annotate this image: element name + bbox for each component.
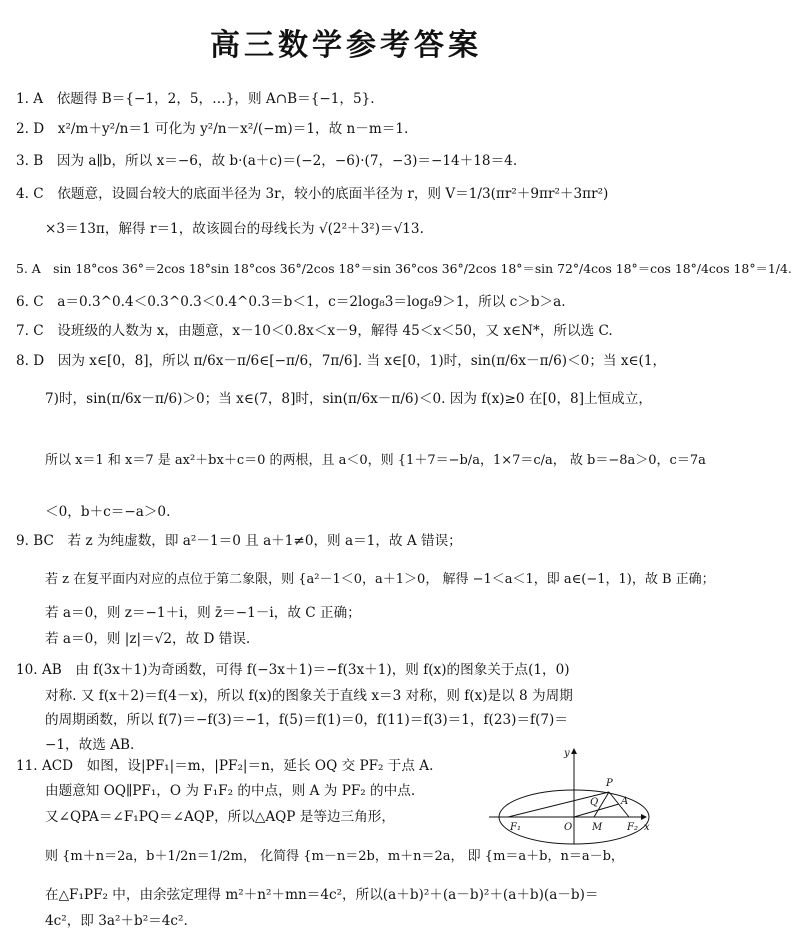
label-p: P: [606, 778, 613, 789]
label-y: y: [564, 748, 570, 759]
label-o: O: [564, 822, 573, 833]
answer-line-11: 11. ACD 如图，设|PF₁|＝m，|PF₂|＝n，延长 OQ 交 PF₂ 于点 A.: [16, 758, 434, 774]
answer-line-9-cont-1: 若 z 在复平面内对应的点位于第二象限，则 {a²－1＜0，a＋1＞0， 解得 −1＜a＜1，即 a∈(−1，1)，故 B 正确；: [45, 572, 715, 587]
answer-line-4-cont: ×3＝13π，解得 r＝1，故该圆台的母线长为 √(2²＋3²)＝√13.: [45, 221, 424, 237]
answer-line-11-cont-5: 4c²，即 3a²＋b²＝4c².: [45, 913, 188, 929]
answer-line-9: 9. BC 若 z 为纯虚数，即 a²－1＝0 且 a＋1≠0，则 a＝1，故 A 错误；: [16, 533, 462, 549]
label-m: M: [592, 822, 603, 833]
answer-line-10-cont-2: 的周期函数，所以 f(7)＝−f(3)＝−1，f(5)＝f(1)＝0，f(11)＝f(3)＝1，f(23)＝f(7)＝: [45, 712, 568, 728]
y-axis-arrow: [571, 748, 577, 754]
label-a: A: [621, 796, 629, 807]
answer-line-9-cont-2: 若 a＝0，则 z＝−1＋i，则 z̄＝−1－i，故 C 正确；: [45, 605, 361, 621]
answer-line-8-cont-3: ＜0，b＋c＝−a＞0.: [45, 504, 171, 520]
answer-line-10: 10. AB 由 f(3x＋1)为奇函数，可得 f(−3x＋1)＝−f(3x＋1)，则 f(x)的图象关于点(1，0): [16, 662, 570, 678]
answer-line-8: 8. D 因为 x∈[0，8]，所以 π/6x－π/6∈[−π/6，7π/6]. 当 x∈[0，1)时，sin(π/6x－π/6)＜0；当 x∈(1，: [16, 353, 667, 369]
page-title: 高三数学参考答案: [210, 28, 482, 63]
answer-line-11-cont-3: 则 {m＋n＝2a，b＋1/2n＝1/2m， 化简得 {m－n＝2b，m＋n＝2a， 即 {m＝a＋b，n＝a－b，: [45, 849, 624, 864]
x-axis-arrow: [641, 814, 647, 820]
answer-line-8-cont-1: 7)时，sin(π/6x－π/6)＞0；当 x∈(7，8]时，sin(π/6x－π/6)＜0. 因为 f(x)≥0 在[0，8]上恒成立，: [45, 391, 652, 407]
answer-line-8-cont-2: 所以 x＝1 和 x＝7 是 ax²＋bx＋c＝0 的两根，且 a＜0，则 {1＋7＝−b/a，1×7＝c/a， 故 b＝−8a＞0，c＝7a: [45, 453, 706, 468]
answer-line-4: 4. C 依题意，设圆台较大的底面半径为 3r，较小的底面半径为 r，则 V＝1/3(πr²＋9πr²＋3πr²): [16, 186, 609, 202]
label-x: x: [644, 822, 650, 833]
answer-line-5: 5. A sin 18°cos 36°＝2cos 18°sin 18°cos 36°/2cos 18°＝sin 36°cos 36°/2cos 18°＝sin 72°/4cos 18°＝cos 18°/4cos 18°＝1/4.: [16, 261, 792, 276]
answer-line-11-cont-2: 又∠QPA＝∠F₁PQ＝∠AQP，所以△AQP 是等边三角形，: [45, 809, 395, 825]
answer-line-7: 7. C 设班级的人数为 x，由题意，x－10＜0.8x＜x－9，解得 45＜x＜50，又 x∈N*，所以选 C.: [16, 323, 613, 339]
answer-line-11-cont-4: 在△F₁PF₂ 中，由余弦定理得 m²＋n²＋mn＝4c²，所以(a＋b)²＋(a－b)²＋(a＋b)(a－b)＝: [45, 887, 599, 903]
answer-line-3: 3. B 因为 a∥b，所以 x＝−6，故 b·(a＋c)＝(−2，−6)·(7，−3)＝−14＋18＝4.: [16, 153, 518, 169]
answer-line-1: 1. A 依题得 B＝{−1，2，5，…}，则 A∩B＝{−1，5}.: [16, 91, 375, 107]
answer-line-2: 2. D x²/m＋y²/n＝1 可化为 y²/n－x²/(−m)＝1，故 n－m＝1.: [16, 121, 409, 137]
answer-line-6: 6. C a＝0.3^0.4＜0.3^0.3＜0.4^0.3＝b＜1，c＝2log₈3＝log₈9＞1，所以 c＞b＞a.: [16, 294, 566, 310]
label-q: Q: [590, 797, 599, 808]
answer-line-11-cont-1: 由题意知 OQ∥PF₁，O 为 F₁F₂ 的中点，则 A 为 PF₂ 的中点.: [45, 783, 416, 799]
label-f1: F₁: [510, 822, 521, 833]
answer-line-10-cont-3: −1，故选 AB.: [45, 737, 135, 753]
label-f2: F₂: [627, 822, 638, 833]
ellipse-figure: [484, 742, 654, 847]
answer-line-10-cont-1: 对称. 又 f(x＋2)＝f(4－x)，所以 f(x)的图象关于直线 x＝3 对称，则 f(x)是以 8 为周期: [45, 688, 573, 704]
answer-line-9-cont-3: 若 a＝0，则 |z|＝√2，故 D 错误.: [45, 631, 251, 647]
